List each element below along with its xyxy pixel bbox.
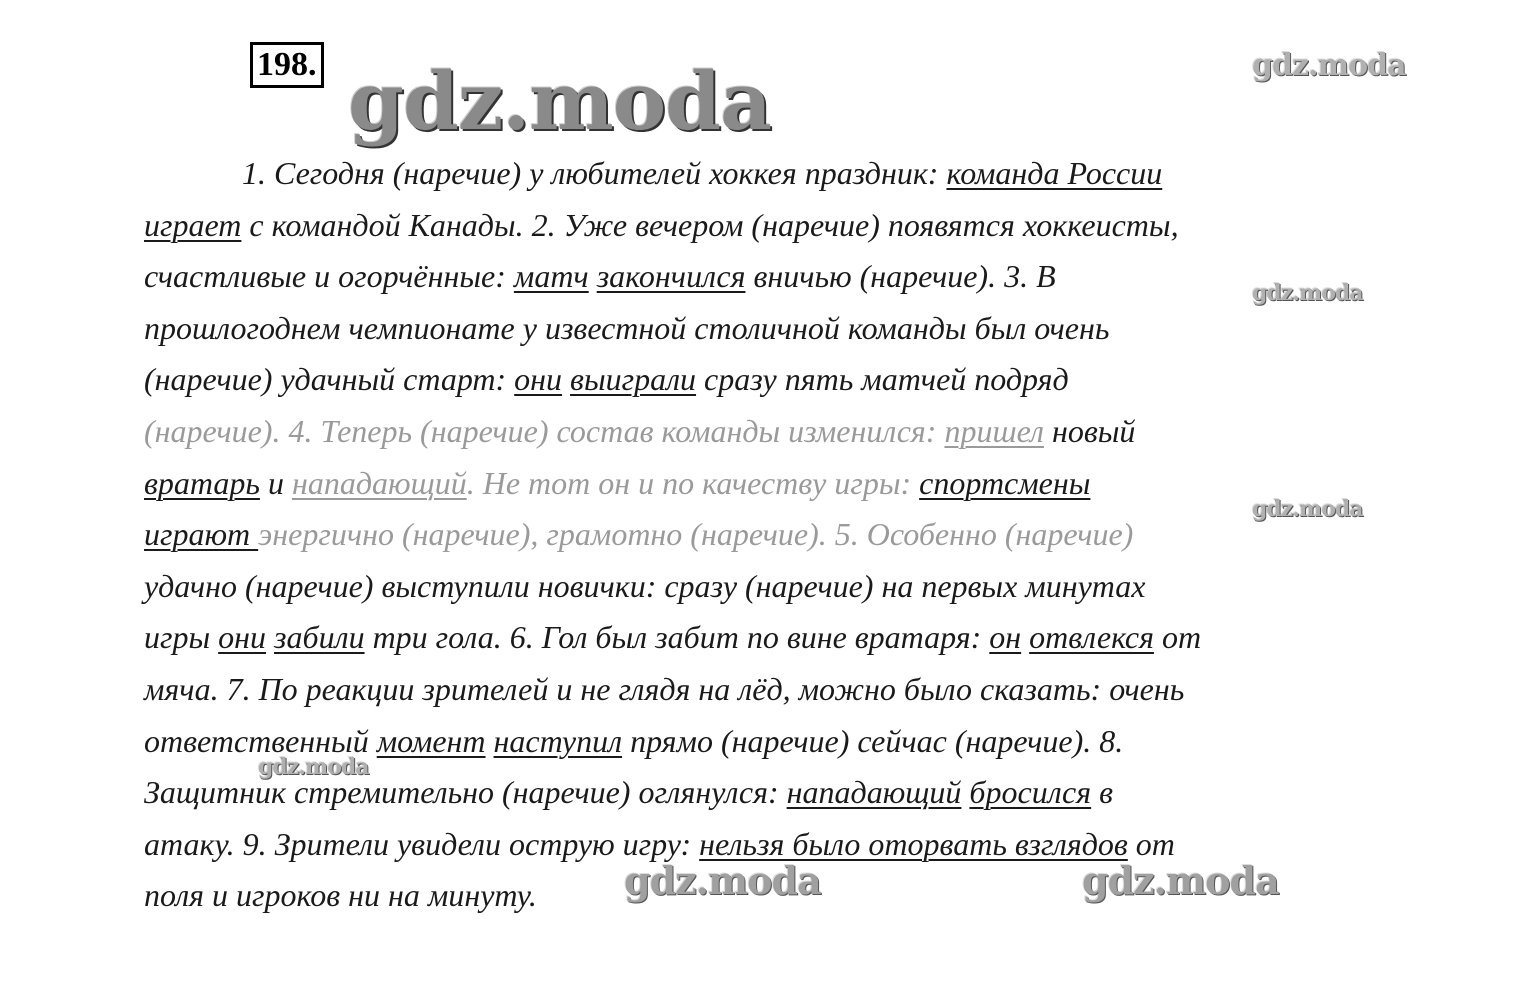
underlined-word: забили	[274, 619, 365, 656]
underlined-word: играют	[144, 516, 259, 553]
underlined-word: он	[989, 619, 1022, 656]
watermark-side: gdz.moda	[1252, 496, 1363, 522]
underlined-word: команда России	[946, 155, 1163, 191]
watermark-logo: gdz.moda	[348, 54, 771, 148]
text-line: играют энергично (наречие), грамотно (наречие). 5. Особенно (наречие)	[144, 516, 1134, 553]
underlined-word: играет	[144, 206, 242, 243]
text-line: удачно (наречие) выступили новички: сразу (наречие) на первых минутах	[144, 567, 1146, 604]
text-line: атаку. 9. Зрители увидели острую игру: нельзя было оторвать взглядов от	[144, 825, 1175, 862]
text-line: играет с командой Канады. 2. Уже вечером (наречие) появятся хоккеисты,	[144, 206, 1179, 243]
underlined-word: закончился	[596, 258, 746, 295]
text-line: (наречие) удачный старт: они выиграли сразу пять матчей подряд	[144, 361, 1069, 398]
watermark-bottom: gdz.moda	[1082, 858, 1279, 903]
underlined-word: спортсмены	[919, 464, 1091, 501]
underlined-word: наступил	[493, 722, 623, 759]
watermark-side: gdz.moda	[1252, 280, 1363, 306]
underlined-word: нельзя было оторвать взглядов	[699, 825, 1128, 862]
underlined-word: момент	[376, 722, 486, 759]
text-line: (наречие). 4. Теперь (наречие) состав команды изменился: пришел новый	[144, 412, 1136, 449]
text-line: прошлогоднем чемпионате у известной столичной команды был очень	[144, 309, 1110, 346]
underlined-word: матч	[513, 258, 589, 295]
text-line: 1. Сегодня (наречие) у любителей хоккея праздник: команда России	[242, 155, 1163, 191]
underlined-word: пришел	[944, 412, 1044, 449]
text-line: счастливые и огорчённые: матч закончился вничью (наречие). 3. В	[144, 258, 1056, 295]
watermark-bottom: gdz.moda	[624, 858, 821, 903]
watermark-top-right: gdz.moda	[1252, 48, 1406, 83]
text-line: Защитник стремительно (наречие) оглянулся: нападающий бросился в	[144, 774, 1114, 811]
underlined-word: вратарь	[144, 464, 260, 501]
text-line: поля и игроков ни на минуту.	[144, 877, 537, 914]
watermark-side: gdz.moda	[258, 754, 369, 780]
underlined-word: они	[514, 361, 563, 398]
underlined-word: выиграли	[570, 361, 697, 398]
exercise-number: 198.	[250, 42, 324, 88]
text-line: игры они забили три гола. 6. Гол был забит по вине вратаря: он отвлекся от	[144, 619, 1202, 656]
underlined-word: бросился	[969, 774, 1092, 811]
underlined-word: нападающий	[786, 774, 962, 811]
underlined-word: нападающий	[291, 464, 467, 501]
exercise-text	[144, 148, 1444, 922]
underlined-word: отвлекся	[1029, 619, 1154, 656]
underlined-word: они	[218, 619, 267, 656]
text-line: вратарь и нападающий. Не тот он и по качеству игры: спортсмены	[144, 464, 1091, 501]
text-line: мяча. 7. По реакции зрителей и не глядя на лёд, можно было сказать: очень	[144, 670, 1185, 707]
text-line: ответственный момент наступил прямо (наречие) сейчас (наречие). 8.	[144, 722, 1124, 759]
